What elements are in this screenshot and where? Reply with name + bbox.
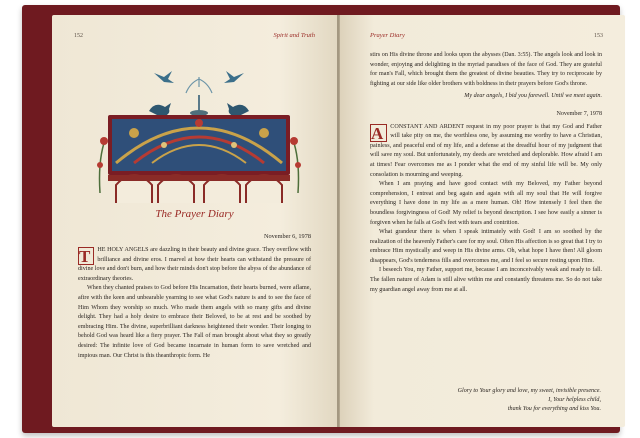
right-paragraph-4: I beseech You, my Father, support me, because I am inconceivably weak and ready to fall. The fallen nature of Adam is still alive within me and constantly threatens me. So do not take my guardian angel away from me at all. <box>370 267 602 293</box>
closing-line-3: thank You for everything and kiss You. <box>507 406 601 413</box>
right-paragraph-3: What grandeur there is when I speak intimately with God! I am so soothed by the realization of the heavenly Father's care for my soul. Often His affection is so great that I try to embrace Him mystically and weep in His divine arms. Oh, what hope I have then! All gloom disappears, God's tenderness fills and overcomes me, and I feel so secure resting upon Him. <box>370 229 602 264</box>
right-drop-cap: A <box>370 124 387 142</box>
left-paragraph-1: T HE HOLY ANGELS are dazzling in their beauty and divine grace. They overflow with brilliance and divine eros. I marvel at how their hearts can withstand the pressure of divine love and don't burn, and how their minds don't stop before the abyss of the abundance of extraordinary theories. <box>78 247 311 282</box>
right-entry-date: November 7, 1978 <box>556 110 602 117</box>
open-book <box>22 5 620 433</box>
section-title: The Prayer Diary <box>155 208 234 220</box>
left-page-number: 152 <box>74 33 83 39</box>
right-text-block <box>370 51 602 295</box>
closing-line-2: I, Your helpless child, <box>548 397 601 404</box>
ornamental-illustration <box>94 53 304 203</box>
left-text-block <box>78 246 311 361</box>
right-page-number: 153 <box>594 33 603 39</box>
left-drop-cap: T <box>78 247 94 265</box>
left-entry-date: November 6, 1978 <box>263 233 311 240</box>
left-paragraph-2: When they chanted praises to God before His Incarnation, their hearts burned, were aflame, afire with the keen and unbearable yearning to see what God's nature is and to see the face of Him Whom they worship so much. Who made them angels with so many gifts and divine delight. They had a holy desire to embrace their Beloved, to be at rest and be soothed by embracing Him. The divine, superbrilliant darkness heightened their wonder. Their longing to behold God was heard like a fiery prayer. The Fall of man brought about what they so greatly desired: The infinite love of God became incarnate in human form to save wretched and impious man. Our Christ is this theanthropic form. He <box>78 285 311 359</box>
right-running-head: Prayer Diary <box>370 32 405 39</box>
right-paragraph-1: A CONSTANT AND ARDENT request in my poor prayer is that my God and Father will take pity on me, the worthless one, by assuming me worthy to have a Christian, painless, and peaceful end of my life, and a defense at the dreadful hour of my judgment that will save my soul. But unfortunately, my deeds are wretched and deplorable. How afraid I am at times! Fear overcomes me as I ponder what the end of my sinful life will be. My only consolation is mourning and weeping. <box>370 123 602 178</box>
left-page <box>52 15 337 427</box>
right-page <box>340 15 625 427</box>
right-paragraph-2: When I am praying and have good contact with my Beloved, my Father beyond comprehension, I entreat and beg again and again with all my soul that He will forgive everything I have done in my life as a mere human. Oh! How intensely I feel then the boundless forgivingness of God! My relief is beyond description. I see how easily a sinner is forgiven when he falls at God's feet with tears and contrition. <box>370 181 602 226</box>
closing-prayer <box>401 387 601 415</box>
continuation-paragraph: stirs on His divine throne and looks upon the abysses (Dan. 3:55). The angels look and look in wonder, enjoying and delighting in the myriad paradises of the face of God. They are grateful for man's Fall, which brought them the greatest of divine beauties. They try to reciprocate by fighting at our side like older brothers with boldness in their prayers before God's throne. <box>370 52 602 87</box>
farewell-line: My dear angels, I bid you farewell. Until we meet again. <box>464 93 602 100</box>
left-running-head: Spirit and Truth <box>273 32 315 39</box>
closing-line-1: Glory to Your glory and love, my sweet, invisible presence. <box>457 388 601 394</box>
